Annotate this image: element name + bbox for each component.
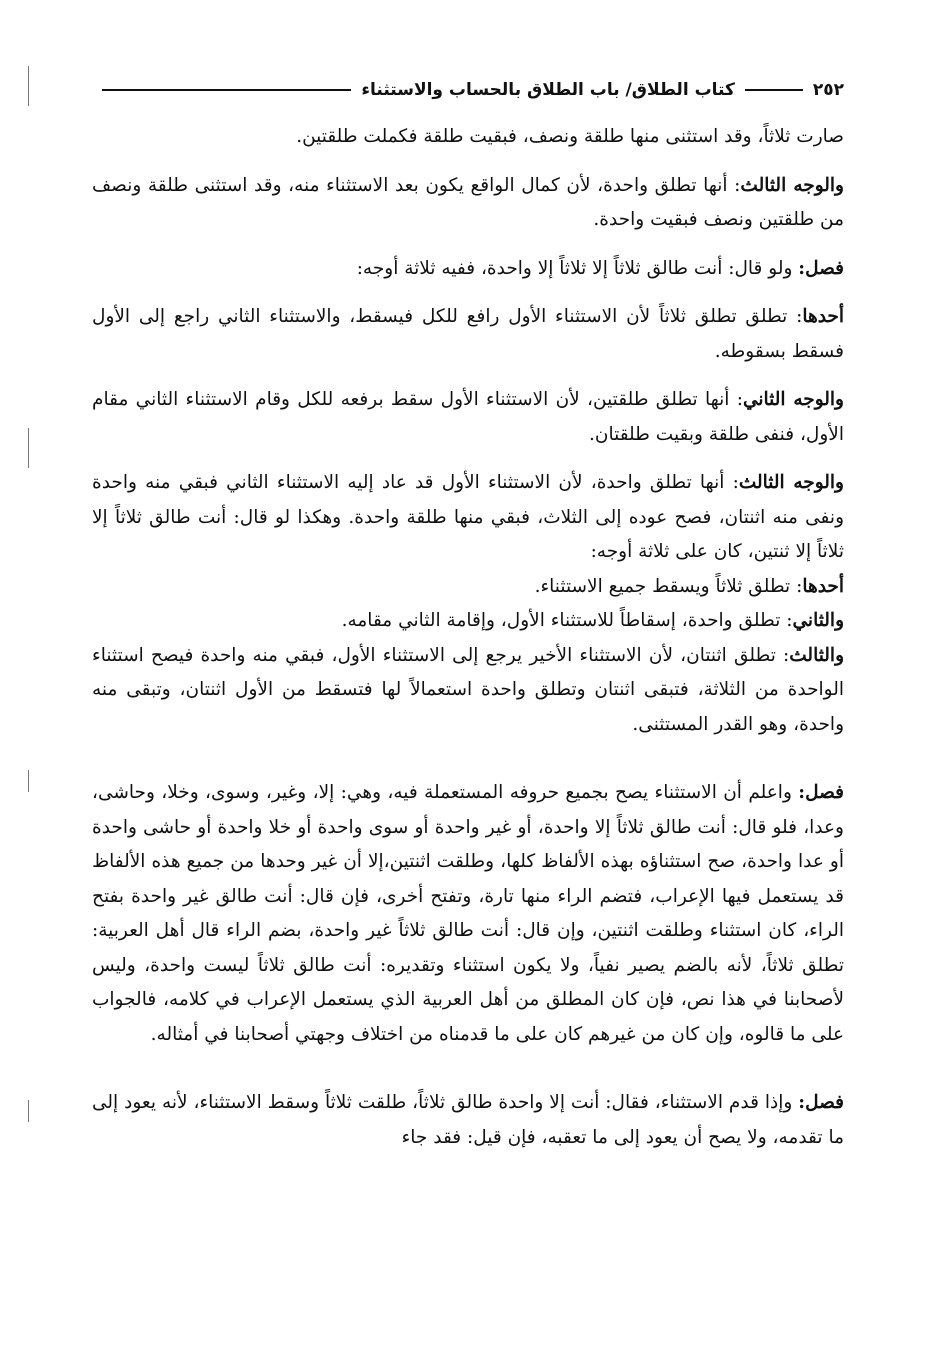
paragraph-1: [92, 120, 844, 155]
paragraph-lead: أحدها: [802, 575, 844, 597]
running-header: [92, 72, 844, 108]
header-rule-long: [102, 89, 351, 91]
paragraph-text: ولو قال: أنت طالق ثلاثاً إلا ثلاثاً إلا واحدة، ففيه ثلاثة أوجه:: [356, 257, 799, 279]
paragraph-2: [92, 169, 844, 238]
paragraph-5: [92, 383, 844, 452]
paragraph-text: : أنها تطلق واحدة، لأن الاستثناء الأول قد عاد إليه الاستثناء الثاني فبقي منه واحدة ونفى منه اثنتان، فصح عوده إلى الثلاث، فبقي منها طلقة واحدة. وهكذا لو قال: أنت طالق ثلاثاً إلا ثلاثاً إلا ثنتين، كان على ثلاثة أوجه:: [92, 472, 844, 562]
paragraph-6: [92, 466, 844, 570]
paragraph-9: [92, 639, 844, 743]
paragraph-10: [92, 776, 844, 1052]
paragraph-8: [92, 604, 844, 639]
paragraph-text: : تطلق تطلق ثلاثاً لأن الاستثناء الأول رافع للكل فيسقط، والاستثناء الثاني راجع إلى الأول فسقط بسقوطه.: [92, 306, 844, 362]
paragraph-lead: والثالث: [789, 644, 844, 666]
binding-margin-mark: [28, 1100, 29, 1122]
paragraph-text: : أنها تطلق واحدة، لأن كمال الواقع يكون بعد الاستثناء منه، وقد استثنى طلقة ونصف من طلقتين ونصف فبقيت واحدة.: [92, 174, 844, 230]
paragraph-7: [92, 570, 844, 605]
paragraph-4: [92, 300, 844, 369]
paragraph-text: : أنها تطلق طلقتين، لأن الاستثناء الأول سقط برفعه للكل وقام الاستثناء الثاني مقام الأول، فنفى طلقة وبقيت طلقتان.: [92, 389, 844, 445]
paragraph-lead: أحدها: [802, 306, 844, 327]
paragraph-text: : تطلق اثنتان، لأن الاستثناء الأخير يرجع إلى الاستثناء الأول، فبقي منه واحدة فيصح استثناء الواحدة من الثلاثة، فتبقى اثنتان وتطلق واحدة استعمالاً لها فتسقط من الأول اثنتان، وتبقى منه واحدة، وهو القدر المستثنى.: [92, 644, 844, 735]
binding-margin-mark: [28, 428, 29, 468]
paragraph-text: واعلم أن الاستثناء يصح بجميع حروفه المستعملة فيه، وهي: إلا، وغير، وسوى، وخلا، وحاشى، وعدا، فلو قال: أنت طالق ثلاثاً إلا واحدة، أو غير واحدة أو سوى واحدة أو خلا واحدة أو حاشى واحدة أو عدا واحدة، صح استثناؤه بهذه الألفاظ كلها، وطلقت اثنتين،إلا أن غير وحدها من جميع هذه الألفاظ قد يستعمل فيها الإعراب، فتضم الراء منها تارة، وتفتح أخرى، فإن قال: أنت طالق غير واحدة بفتح الراء، كان استثناء وطلقت اثنتين، وإن قال: أنت طالق ثلاثاً غير واحدة، بضم الراء قال أهل العربية: تطلق ثلاثاً، لأنه بالضم يصير نفياً، ولا يكون استثناء وتقديره: أنت طالق ثلاثاً ليست واحدة، وليس لأصحابنا في هذا نص، فإن كان المطلق من أهل العربية الذي يستعمل الإعراب في كلامه، فالجواب على ما قالوه، وإن كان من غيرهم كان على ما قدمناه من اختلاف وجهتي أصحابنا في أمثاله.: [92, 782, 844, 1045]
paragraph-lead: والوجه الثالث: [738, 472, 844, 493]
paragraph-lead: فصل:: [798, 782, 844, 803]
paragraph-lead: فصل:: [798, 257, 844, 279]
paragraph-text: وإذا قدم الاستثناء، فقال: أنت إلا واحدة طالق ثلاثاً، طلقت ثلاثاً وسقط الاستثناء، لأنه يعود إلى ما تقدمه، ولا يصح أن يعود إلى ما تعقبه، فإن قيل: فقد جاء: [92, 1092, 844, 1148]
paragraph-lead: والوجه الثاني: [742, 389, 844, 410]
running-title: كتاب الطلاق/ باب الطلاق بالحساب والاستثناء: [361, 80, 735, 100]
binding-margin-mark: [28, 66, 29, 106]
header-rule-short: [745, 89, 803, 91]
paragraph-11: [92, 1086, 844, 1155]
paragraph-lead: فصل:: [798, 1092, 844, 1113]
binding-margin-mark: [28, 770, 29, 792]
paragraph-3: [92, 252, 844, 287]
paragraph-text: : تطلق واحدة، إسقاطاً للاستثناء الأول، وإقامة الثاني مقامه.: [341, 610, 793, 631]
paragraph-lead: والوجه الثالث: [740, 174, 844, 196]
paragraph-text: صارت ثلاثاً، وقد استثنى منها طلقة ونصف، فبقيت طلقة فكملت طلقتين.: [296, 126, 844, 147]
paragraph-lead: والثاني: [792, 610, 844, 631]
body-text: [92, 120, 844, 1155]
page-number: ٢٥٢: [812, 80, 844, 100]
paragraph-text: : تطلق ثلاثاً ويسقط جميع الاستثناء.: [534, 575, 803, 597]
